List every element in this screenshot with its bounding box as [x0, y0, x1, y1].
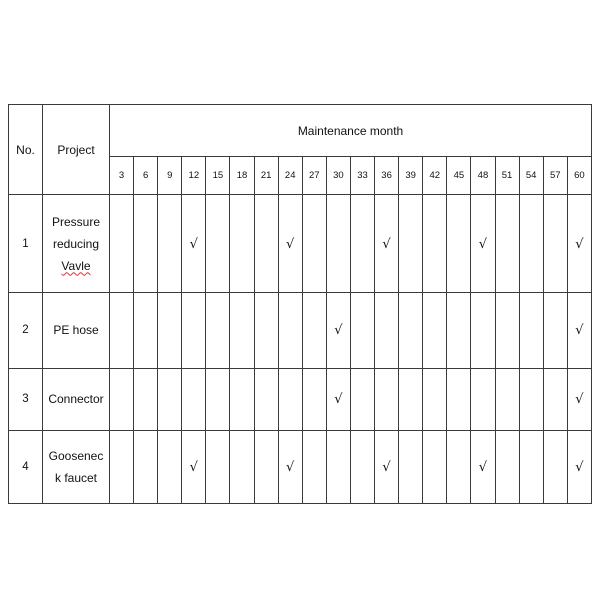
schedule-cell-month-12 [182, 293, 206, 368]
row-number: 1 [9, 195, 43, 293]
schedule-cell-month-33 [350, 368, 374, 430]
schedule-cell-month-30 [326, 368, 350, 430]
schedule-cell-month-21 [254, 430, 278, 503]
month-header-39: 39 [399, 157, 423, 195]
month-header-60: 60 [567, 157, 591, 195]
project-name-line: Connector [48, 392, 104, 407]
row-project [43, 430, 110, 503]
project-name-line: Pressure [51, 214, 101, 229]
schedule-cell-month-9 [158, 430, 182, 503]
check-mark-icon: √ [286, 459, 295, 475]
month-header-57: 57 [543, 157, 567, 195]
project-name-line: k faucet [54, 470, 98, 485]
schedule-cell-month-24 [278, 195, 302, 293]
schedule-cell-month-24 [278, 293, 302, 368]
row-project [43, 195, 110, 293]
schedule-cell-month-54 [519, 195, 543, 293]
schedule-cell-month-3 [110, 293, 134, 368]
check-mark-icon: √ [575, 236, 584, 252]
schedule-cell-month-33 [350, 195, 374, 293]
month-header-15: 15 [206, 157, 230, 195]
month-header-48: 48 [471, 157, 495, 195]
schedule-cell-month-27 [302, 293, 326, 368]
schedule-cell-month-48 [471, 430, 495, 503]
schedule-cell-month-21 [254, 195, 278, 293]
schedule-cell-month-18 [230, 430, 254, 503]
schedule-cell-month-18 [230, 368, 254, 430]
schedule-cell-month-24 [278, 430, 302, 503]
month-header-6: 6 [134, 157, 158, 195]
month-header-30: 30 [326, 157, 350, 195]
month-header-12: 12 [182, 157, 206, 195]
maintenance-schedule-table [8, 104, 592, 504]
schedule-cell-month-42 [423, 368, 447, 430]
schedule-cell-month-9 [158, 293, 182, 368]
month-header-33: 33 [350, 157, 374, 195]
month-header-3: 3 [110, 157, 134, 195]
schedule-cell-month-18 [230, 195, 254, 293]
header-no: No. [9, 105, 43, 195]
month-header-42: 42 [423, 157, 447, 195]
month-header-36: 36 [375, 157, 399, 195]
schedule-cell-month-54 [519, 293, 543, 368]
schedule-cell-month-12 [182, 195, 206, 293]
table-row [9, 293, 592, 368]
check-mark-icon: √ [575, 392, 584, 408]
schedule-cell-month-42 [423, 195, 447, 293]
schedule-cell-month-45 [447, 195, 471, 293]
month-header-27: 27 [302, 157, 326, 195]
header-maintenance-month: Maintenance month [110, 105, 592, 157]
header-project: Project [43, 105, 110, 195]
schedule-cell-month-51 [495, 430, 519, 503]
month-header-51: 51 [495, 157, 519, 195]
schedule-cell-month-30 [326, 293, 350, 368]
table-row [9, 430, 592, 503]
schedule-cell-month-54 [519, 368, 543, 430]
schedule-cell-month-57 [543, 293, 567, 368]
schedule-cell-month-15 [206, 430, 230, 503]
schedule-cell-month-21 [254, 293, 278, 368]
schedule-cell-month-9 [158, 195, 182, 293]
schedule-cell-month-18 [230, 293, 254, 368]
schedule-cell-month-6 [134, 368, 158, 430]
schedule-cell-month-3 [110, 195, 134, 293]
schedule-cell-month-30 [326, 195, 350, 293]
schedule-cell-month-21 [254, 368, 278, 430]
table-row [9, 368, 592, 430]
schedule-cell-month-57 [543, 368, 567, 430]
check-mark-icon: √ [334, 392, 343, 408]
schedule-cell-month-12 [182, 368, 206, 430]
schedule-cell-month-45 [447, 430, 471, 503]
row-project [43, 293, 110, 368]
schedule-cell-month-51 [495, 368, 519, 430]
schedule-cell-month-48 [471, 195, 495, 293]
schedule-cell-month-6 [134, 293, 158, 368]
row-number: 3 [9, 368, 43, 430]
schedule-cell-month-3 [110, 368, 134, 430]
schedule-cell-month-39 [399, 368, 423, 430]
row-project [43, 368, 110, 430]
month-header-54: 54 [519, 157, 543, 195]
schedule-cell-month-60 [567, 430, 591, 503]
month-header-45: 45 [447, 157, 471, 195]
schedule-cell-month-39 [399, 430, 423, 503]
schedule-cell-month-60 [567, 293, 591, 368]
schedule-cell-month-27 [302, 368, 326, 430]
month-header-24: 24 [278, 157, 302, 195]
month-header-18: 18 [230, 157, 254, 195]
schedule-cell-month-42 [423, 293, 447, 368]
check-mark-icon: √ [382, 459, 391, 475]
check-mark-icon: √ [478, 459, 488, 475]
check-mark-icon: √ [189, 236, 198, 252]
check-mark-icon: √ [334, 323, 343, 339]
table-row [9, 195, 592, 293]
schedule-cell-month-57 [543, 430, 567, 503]
schedule-cell-month-45 [447, 293, 471, 368]
schedule-cell-month-30 [326, 430, 350, 503]
schedule-cell-month-39 [399, 195, 423, 293]
row-number: 4 [9, 430, 43, 503]
schedule-cell-month-3 [110, 430, 134, 503]
project-name-line: Goosenec [48, 448, 104, 463]
row-number: 2 [9, 293, 43, 368]
schedule-cell-month-33 [350, 430, 374, 503]
schedule-cell-month-45 [447, 368, 471, 430]
schedule-cell-month-15 [206, 368, 230, 430]
project-name-line: PE hose [53, 323, 99, 338]
schedule-cell-month-48 [471, 368, 495, 430]
schedule-cell-month-60 [567, 195, 591, 293]
check-mark-icon: √ [189, 459, 198, 475]
month-header-9: 9 [158, 157, 182, 195]
schedule-cell-month-42 [423, 430, 447, 503]
schedule-cell-month-33 [350, 293, 374, 368]
schedule-cell-month-57 [543, 195, 567, 293]
project-name-line: Vavle [61, 258, 91, 273]
schedule-cell-month-15 [206, 195, 230, 293]
schedule-cell-month-36 [375, 195, 399, 293]
month-header-21: 21 [254, 157, 278, 195]
schedule-cell-month-27 [302, 195, 326, 293]
schedule-cell-month-6 [134, 430, 158, 503]
schedule-cell-month-15 [206, 293, 230, 368]
check-mark-icon: √ [382, 236, 391, 252]
schedule-cell-month-54 [519, 430, 543, 503]
schedule-cell-month-36 [375, 293, 399, 368]
check-mark-icon: √ [286, 236, 295, 252]
schedule-cell-month-60 [567, 368, 591, 430]
schedule-cell-month-51 [495, 293, 519, 368]
schedule-cell-month-9 [158, 368, 182, 430]
schedule-cell-month-36 [375, 430, 399, 503]
check-mark-icon: √ [575, 323, 584, 339]
check-mark-icon: √ [575, 459, 584, 475]
maintenance-schedule-sheet [8, 104, 591, 504]
schedule-cell-month-12 [182, 430, 206, 503]
schedule-cell-month-39 [399, 293, 423, 368]
schedule-cell-month-6 [134, 195, 158, 293]
table-body [9, 195, 592, 504]
schedule-cell-month-24 [278, 368, 302, 430]
check-mark-icon: √ [478, 236, 488, 252]
schedule-cell-month-48 [471, 293, 495, 368]
schedule-cell-month-51 [495, 195, 519, 293]
schedule-cell-month-27 [302, 430, 326, 503]
schedule-cell-month-36 [375, 368, 399, 430]
project-name-line: reducing [52, 236, 100, 251]
